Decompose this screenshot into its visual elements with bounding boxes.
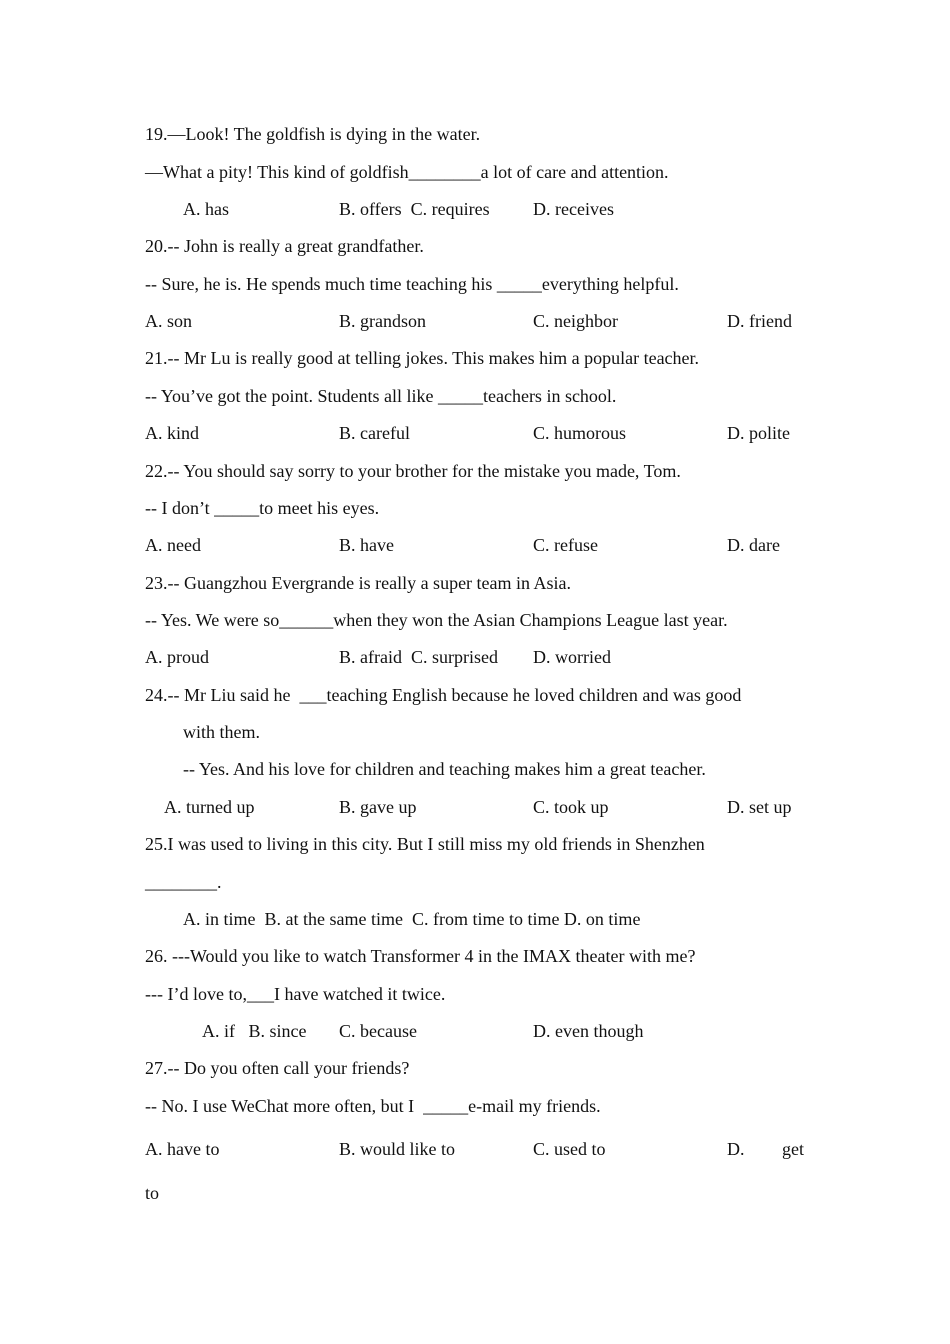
q22-option-a: A. need: [145, 535, 201, 555]
q27-line2: -- No. I use WeChat more often, but I _____e-mail my friends.: [145, 1096, 601, 1116]
q19-option-bc: B. offers C. requires: [339, 199, 490, 219]
q24-option-c: C. took up: [533, 797, 609, 817]
q20-option-c: C. neighbor: [533, 311, 618, 331]
q20-option-b: B. grandson: [339, 311, 426, 331]
q22-stem: 22.-- You should say sorry to your brother for the mistake you made, Tom.: [145, 461, 681, 481]
q23-stem: 23.-- Guangzhou Evergrande is really a super team in Asia.: [145, 573, 572, 593]
q20-option-d: D. friend: [727, 311, 792, 331]
q26-option-ab: A. if B. since: [202, 1021, 307, 1041]
q22-option-c: C. refuse: [533, 535, 598, 555]
q22-option-d: D. dare: [727, 535, 780, 555]
q24-line2: -- Yes. And his love for children and teaching makes him a great teacher.: [183, 759, 706, 779]
q26-stem: 26. ---Would you like to watch Transformer 4 in the IMAX theater with me?: [145, 946, 696, 966]
q27-stem: 27.-- Do you often call your friends?: [145, 1058, 410, 1078]
q21-option-d: D. polite: [727, 423, 790, 443]
q20-line2: -- Sure, he is. He spends much time teaching his _____everything helpful.: [145, 274, 679, 294]
q24-option-d: D. set up: [727, 797, 792, 817]
q23-option-d: D. worried: [533, 647, 611, 667]
q21-stem: 21.-- Mr Lu is really good at telling jokes. This makes him a popular teacher.: [145, 348, 700, 368]
q22-line2: -- I don’t _____to meet his eyes.: [145, 498, 380, 518]
q24-option-a: A. turned up: [164, 797, 255, 817]
q21-option-a: A. kind: [145, 423, 199, 443]
q21-option-c: C. humorous: [533, 423, 627, 443]
q26-option-d: D. even though: [533, 1021, 644, 1041]
q19-line2: —What a pity! This kind of goldfish________a lot of care and attention.: [145, 162, 669, 182]
q27-option-b: B. would like to: [339, 1139, 455, 1159]
q24-option-b: B. gave up: [339, 797, 417, 817]
q24-stem: 24.-- Mr Liu said he ___teaching English because he loved children and was good: [145, 685, 742, 705]
q26-line2: --- I’d love to,___I have watched it twice.: [145, 984, 446, 1004]
q27-option-c: C. used to: [533, 1139, 606, 1159]
q19-option-a: A. has: [183, 199, 229, 219]
q20-stem: 20.-- John is really a great grandfather.: [145, 236, 424, 256]
q24-stem-cont: with them.: [183, 722, 260, 742]
q27-option-d-letter: D.: [727, 1139, 745, 1159]
q23-line2: -- Yes. We were so______when they won the Asian Champions League last year.: [145, 610, 728, 630]
q25-stem: 25.I was used to living in this city. But I still miss my old friends in Shenzhen: [145, 834, 705, 854]
q21-line2: -- You’ve got the point. Students all like _____teachers in school.: [145, 386, 617, 406]
q21-option-b: B. careful: [339, 423, 410, 443]
q23-option-a: A. proud: [145, 647, 209, 667]
q26-option-c: C. because: [339, 1021, 417, 1041]
q27-option-a: A. have to: [145, 1139, 220, 1159]
q27-option-d-word1: get: [782, 1139, 804, 1159]
q20-option-a: A. son: [145, 311, 193, 331]
q25-stem-cont: ________.: [145, 872, 222, 892]
q19-option-d: D. receives: [533, 199, 614, 219]
q19-stem: 19.—Look! The goldfish is dying in the water.: [145, 124, 481, 144]
q25-options: A. in time B. at the same time C. from time to time D. on time: [183, 909, 641, 929]
q22-option-b: B. have: [339, 535, 394, 555]
q23-option-bc: B. afraid C. surprised: [339, 647, 498, 667]
q27-option-d-word2: to: [145, 1183, 160, 1203]
